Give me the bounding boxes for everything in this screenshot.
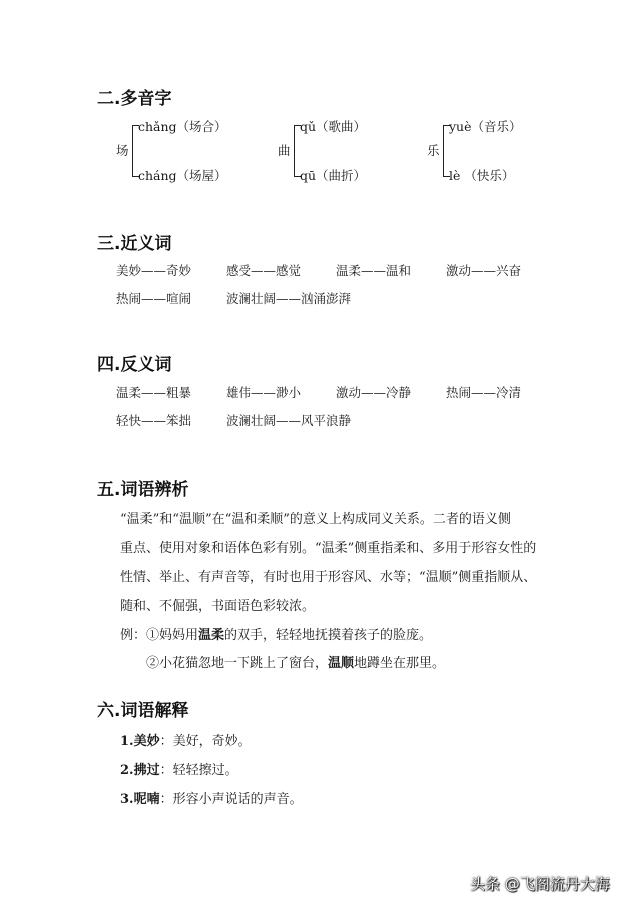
polyphone-reading-bottom: lè （快乐）	[449, 168, 515, 183]
glossary-term: 1.美妙	[120, 734, 160, 749]
antonym-pair: 轻快——笨拙	[116, 413, 192, 428]
analysis-line: 随和、不倔强，书面语色彩较浓。	[120, 599, 316, 614]
example-sentence-1	[120, 624, 432, 643]
antonym-pair: 激动——冷静	[336, 385, 412, 400]
section-title-antonyms: 四.反义词	[97, 355, 172, 375]
antonym-pair: 雄伟——渺小	[226, 385, 302, 400]
section-title-polyphones: 二.多音字	[97, 89, 172, 109]
polyphone-reading-bottom: cháng（场屋）	[138, 168, 227, 183]
polyphone-char-qu: 曲	[278, 143, 291, 158]
analysis-line: 性情、举止、有声音等，有时也用于形容风、水等；“温顺”侧重指顺从、	[120, 570, 537, 585]
section-title-analysis: 五.词语辨析	[97, 480, 189, 500]
glossary-item	[120, 730, 251, 749]
analysis-line: “温柔”和“温顺”在“温和柔顺”的意义上构成同义关系。二者的语义侧	[120, 512, 511, 527]
example-sentence-2	[146, 652, 445, 671]
example-keyword: 温柔	[198, 628, 225, 643]
polyphone-char-yue: 乐	[427, 143, 440, 158]
glossary-definition: ：美好，奇妙。	[159, 734, 251, 749]
polyphone-reading-top: yuè（音乐）	[449, 119, 522, 134]
glossary-item	[120, 788, 303, 807]
section-title-glossary: 六.词语解释	[97, 701, 189, 721]
antonym-pair: 温柔——粗暴	[116, 385, 192, 400]
polyphone-char-chang: 场	[116, 143, 129, 158]
section-title-synonyms: 三.近义词	[97, 234, 172, 254]
antonym-pair: 热闹——冷清	[446, 385, 522, 400]
synonym-pair: 美妙——奇妙	[116, 263, 192, 278]
synonym-pair: 激动——兴奋	[446, 263, 522, 278]
synonym-pair: 波澜壮阔——汹涌澎湃	[226, 291, 352, 306]
glossary-term: 2.拂过	[120, 763, 160, 778]
example-prefix: ②小花猫忽地一下跳上了窗台，	[146, 656, 329, 671]
analysis-line: 重点、使用对象和语体色彩有别。“温柔”侧重指柔和、多用于形容女性的	[120, 541, 537, 556]
polyphone-reading-top: qǔ（歌曲）	[300, 119, 367, 134]
polyphone-reading-bottom: qū（曲折）	[300, 168, 367, 183]
glossary-term: 3.呢喃	[120, 792, 160, 807]
glossary-definition: ：形容小声说话的声音。	[159, 792, 303, 807]
glossary-item	[120, 759, 238, 778]
polyphone-reading-top: chǎng（场合）	[138, 119, 227, 134]
example-prefix: 例：①妈妈用	[120, 628, 199, 643]
antonym-pair: 波澜壮阔——风平浪静	[226, 413, 352, 428]
synonym-pair: 感受——感觉	[226, 263, 302, 278]
synonym-pair: 热闹——喧闹	[116, 291, 192, 306]
synonym-pair: 温柔——温和	[336, 263, 412, 278]
example-suffix: 的双手，轻轻地抚摸着孩子的脸庞。	[224, 628, 433, 643]
watermark: 头条 @飞阁流丹大海	[470, 875, 610, 893]
example-suffix: 地蹲坐在那里。	[354, 656, 446, 671]
glossary-definition: ：轻轻擦过。	[159, 763, 238, 778]
example-keyword: 温顺	[328, 656, 355, 671]
